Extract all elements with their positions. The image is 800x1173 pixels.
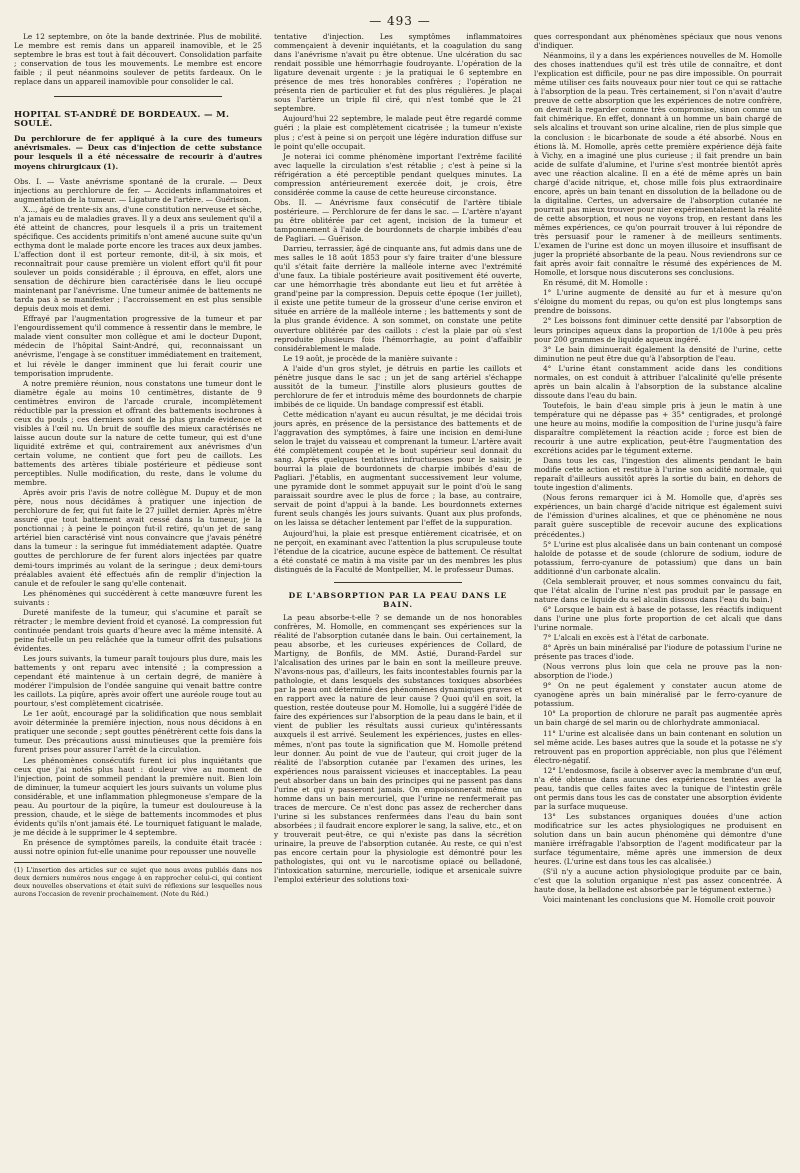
list-item: 5° L'urine est plus alcalisée dans un bain contenant un composé haloïde de potasse et de soude (chlorure de sodium, iodure de potassium, ferro-cyanure de potassium) que dans un bain additionné d'un carbonate alcalin. [534,539,782,576]
intro-paragraph: Le 12 septembre, on ôte la bande dextrinée. Plus de mobilité. Le membre est remis dans un appareil inamovible, et le 25 septembre le bras est tout à fait découvert. Consolidation parfaite ; conservation de tous les mouvements. Le membre est encore faible ; il peut néanmoins soulever de petits fardeaux. On le replace dans un appareil inamovible pour consolider le cal. [14,32,262,87]
body-paragraph: (Cela semblerait prouver, et nous sommes convaincu du fait, que l'état alcalin de l'urine n'est pas produit par le passage en nature dans ce liquide du sel alcalin dissous dans l'eau du bain.) [534,576,782,604]
body-paragraph: (Nous ferons remarquer ici à M. Homolle que, d'après ses expériences, un bain chargé d'acide nitrique est également suivi de l'émission d'urines alcalines, et que ce phénomène ne nous paraît guère susceptible de recevoir aucune des explications précédentes.) [534,493,782,539]
body-paragraph: Dureté manifeste de la tumeur, qui s'acumine et paraît se rétracter ; le membre devient froid et cyanosé. La compression fut continuée pendant trois quarts d'heure avec la même intensité. A peine fut-elle un peu relâchée que la tumeur offrit des pulsations évidentes. [14,607,262,653]
list-item: 10° La proportion de chlorure ne paraît pas augmentée après un bain chargé de sel marin ou de chlorhydrate ammoniacal. [534,709,782,728]
hospital-heading: HOPITAL ST-ANDRÉ DE BORDEAUX. — M. SOULÉ. [14,110,230,130]
body-paragraph: Le 1er août, encouragé par la solidification que nous semblait avoir déterminée la première injection, nous nous décidons à en pratiquer une seconde ; sept gouttes pénétrèrent cette fois dans la tumeur. Des précautions aussi minutieuses que la première fois furent prises pour assurer l'arrêt de la circulation. [14,709,263,755]
list-item: 1° L'urine augmente de densité au fur et à mesure qu'on s'éloigne du moment du repas, ou qu'on est plus longtemps sans prendre de boissons. [534,288,782,316]
footnote: (1) L'insertion des articles sur ce sujet que nous avons publiés dans nos deux derniers numéros nous engage à en rapprocher celui-ci, qui contient deux nouvelles observations et était suivi de réflexions sur lesquelles nous aurons l'occasion de revenir prochainement. (Note du Réd.) [14,862,262,898]
observation-1-title: Obs. I. — Vaste anévrisme spontané de la crurale. — Deux injections au perchlorure de fer. — Accidents inflammatoires et augmentation de la tumeur. — Ligature de l'artère. — Guérison. [14,176,262,204]
body-paragraph: Dans tous les cas, l'ingestion des aliments pendant le bain modifie cette action et restitue à l'urine son acidité normale, qui reparaît d'ailleurs aussitôt après la sortie du bain, en dehors de toute ingestion d'aliments. [534,456,782,493]
body-paragraph: (Nous verrons plus loin que cela ne prouve pas la non-absorption de l'iode.) [534,662,782,681]
body-paragraph: A notre première réunion, nous constatons une tumeur dont le diamètre égale au moins 10 centimètres, distante de 9 centimètres environ de l'arcade crurale, incomplètement réductible par la pression et offrant des battements isochrones à ceux du pouls ; ces derniers sont de la plus grande évidence et visibles à l'œil nu. Un bruit de souffle des mieux caractérisés ne laisse aucun doute sur la nature de cette tumeur, qui est d'une liquidité extrême et qui, contrairement aux anévrismes d'un certain volume, ne contient que fort peu de caillots. Les battements des artères tibiale postérieure et pédieuse sont perceptibles. Nulle modification, du reste, dans le volume du membre. [14,378,262,488]
body-paragraph: Les phénomènes consécutifs furent ici plus inquiétants que ceux que j'ai notés plus haut : douleur vive au moment de l'injection, point de sommeil pendant la première nuit. Bien loin de diminuer, la tumeur acquiert les jours suivants un volume plus considérable, et une inflammation phlegmoneuse s'empare de la peau. Au pourtour de la piqûre, la tumeur est douloureuse à la pression, chaude, et le siège de battements incommodes et plus évidents qu'ils n'ont jamais été. Le tourniquet fatiguant le malade, je me décide à le supprimer le 4 septembre. [14,755,262,837]
body-paragraph: Toutefois, le bain d'eau simple pris à jeun le matin à une température qui ne dépasse pas + 35° centigrades, et prolongé une heure au moins, modifie la composition de l'urine jusqu'à faire disparaître complètement la réaction acide ; force est bien de recourir à une autre explication, peut-être l'augmentation des excrétions acides par le tégument externe. [534,400,782,456]
body-paragraph: Les jours suivants, la tumeur paraît toujours plus dure, mais les battements y ont reparu avec intensité ; la compression a cependant été maintenue à un certain degré, de manière à modérer l'impulsion de l'ondée sanguine qui venait battre contre les caillots. La piqûre, après avoir offert une auréole rouge tout au pourtour, s'est complètement cicatrisée. [14,654,262,709]
list-item: 7° L'alcali en excès est à l'état de carbonate. [543,633,709,643]
body-paragraph: La peau absorbe-t-elle ? se demande un de nos honorables confrères, M. Homolle, en commençant ses expériences sur la réalité de l'absorption cutanée dans le bain. Oui certainement, la peau absorbe, et les curieuses expériences de Collard, de Martigny, de Bonfils, de MM. Astié, Durand-Fardel sur l'alcalisation des urines par le bain en sont la meilleure preuve. N'avons-nous pas, d'ailleurs, les faits incontestables fournis par la pathologie, et dans lesquels des substances toxiques absorbées par la peau ont déterminé des phénomènes dynamiques graves et en rapport avec la nature de leur cause ? Quoi qu'il en soit, la question, restée douteuse pour M. Homolle, lui a suggéré l'idée de faire des expériences sur l'absorption de la peau dans le bain, et il vient de publier les résultats aussi curieux qu'intéressants auxquels il est arrivé. Seulement les expériences, justes en elles-mêmes, n'ont pas toute la signification que M. Homolle prétend leur donner. Au point de vue de l'auteur, qui croit juger de la réalité de l'absorption cutanée par l'examen des urines, les expériences nous paraissent vicieuses et inacceptables. La peau peut absorber dans un bain des principes qui ne passent pas dans l'urine et qui y passeront jamais. On empoisonnerait même un homme dans un bain mercuriel, que l'urine ne renfermerait pas traces de mercure. Ce n'est donc pas assez de rechercher dans l'urine si les substances renfermées dans l'eau du bain sont absorbées ; il faudrait encore explorer le sang, la salive, etc., et on y trouverait peut-être, ce qui n'existe pas dans la sécrétion urinaire, la preuve de l'absorption cutanée. Au reste, ce qui n'est pas encore certain pour la physiologie est démontré pour les pathologistes, qui ont vu le narcotisme opiacé ou belladoné, l'intoxication saturnine, mercurielle, iodique et arsenicale suivre l'emploi extérieur des solutions toxi- [274,612,522,885]
list-item: 4° L'urine étant constamment acide dans les conditions normales, on est conduit à attribuer l'alcalinité qu'elle présente après un bain alcalin à l'absorption de la substance alcaline dissoute dans l'eau du bain. [534,363,782,400]
section-title: DE L'ABSORPTION PAR LA PEAU DANS LE BAIN. [288,590,508,609]
list-item: 9° On ne peut également y constater aucun atome de cyanogène après un bain minéralisé par le ferro-cyanure de potassium. [534,681,782,709]
body-paragraph: ques correspondant aux phénomènes spéciaux que nous venons d'indiquer. [534,32,782,51]
body-paragraph: tentative d'injection. Les symptômes inflammatoires commençaient à devenir inquiétants, et la coagulation du sang dans l'anévrisme n'avait pu être obtenue. Une ulcération du sac rendait possible une hémorrhagie foudroyante. L'opération de la ligature devenait urgente : je la pratiquai le 6 septembre en présence de mes très honorables confrères ; l'opération ne présenta rien de particulier et fut des plus régulières. Je plaçai sous l'artère un triple fil ciré, qui n'est tombé que le 21 septembre. [274,32,522,114]
page-number: — 493 — [369,14,431,28]
body-paragraph: En résumé, dit M. Homolle : [543,278,648,288]
list-item: 6° Lorsque le bain est à base de potasse, les réactifs indiquent dans l'urine une plus forte proportion de cet alcali que dans l'urine normale. [534,604,782,632]
body-paragraph: Darrieu, terrassier, âgé de cinquante ans, fut admis dans une de mes salles le 18 août 1853 pour s'y faire traiter d'une blessure qu'il s'était faite derrière la malléole interne avec l'extrémité d'une faux. La tibiale postérieure avait positivement été ouverte, car une hémorrhagie très abondante eut lieu et fut arrêtée à grand'peine par la compression. Depuis cette époque (1er juillet), il existe une petite tumeur de la grosseur d'une cerise environ et située en arrière de la malléole interne ; les battements y sont de la plus grande évidence. A son sommet, on constate une petite ouverture oblitérée par des caillots : c'est la plaie par où s'est reproduite plusieurs fois l'hémorrhagie, au point d'affaiblir considérablement le malade. [274,244,522,353]
list-item: 11° L'urine est alcalisée dans un bain contenant en solution un sel même acide. Les bases autres que la soude et la potasse ne s'y retrouvent pas en proportion appréciable, non plus que l'élément électro-négatif. [534,728,782,765]
list-item: 12° L'endosmose, facile à observer avec la membrane d'un œuf, n'a été obtenue dans aucune des expériences tentées avec la peau, tandis que celles faites avec la tunique de l'intestin grêle ont permis dans tous les cas de constater une absorption évidente par la surface muqueuse. [534,765,782,811]
body-paragraph: Voici maintenant les conclusions que M. Homolle croit pouvoir [543,895,776,905]
body-paragraph: Le 19 août, je procède de la manière suivante : [283,353,458,363]
body-paragraph: X..., âgé de trente-six ans, d'une constitution nerveuse et sèche, n'a jamais eu de maladies graves. Il y a deux ans seulement qu'il a été atteint de chancres, pour lesquels il a pris un traitement spécifique. Ces accidents primitifs n'ont amené aucune suite qu'un ecthyma dont le malade porte encore les traces aux deux jambes. L'affection dont il est porteur remonte, dit-il, à six mois, et reconnaîtrait pour cause première un violent effort qu'il fit pour soulever un poids considérable ; il éprouva, en effet, alors une sensation de déchirure bien caractérisée dans le lieu occupé maintenant par l'anévrisme. Une tumeur animée de battements ne tarda pas à se manifester ; l'accroissement en est plus sensible depuis deux mois et demi. [14,204,262,314]
separator [54,96,222,97]
list-item: 13° Les substances organiques douées d'une action modificatrice sur les actes physiologiques ne produisent en solution dans un bain aucun phénomène qui démontre d'une manière irréfragable l'absorption de l'agent modificateur par la surface tégumentaire, même après une immersion de deux heures. (L'urine est dans tous les cas alcalisée.) [534,811,782,867]
column-3 [534,32,782,905]
column-1 [14,32,262,905]
body-paragraph: En présence de symptômes pareils, la conduite était tracée : aussi notre opinion fut-elle unanime pour repousser une nouvelle [14,837,262,856]
article-subtitle: Du perchlorure de fer appliqué à la cure des tumeurs anévrismales. — Deux cas d'injection de cette substance pour lesquels il a été nécessaire de recourir à d'autres moyens chirurgicaux (1). [14,134,262,171]
body-paragraph: Aujourd'hui 22 septembre, le malade peut être regardé comme guéri ; la plaie est complètement cicatrisée ; la tumeur n'existe plus ; c'est à peine si on perçoit une légère induration diffuse sur le point qu'elle occupait. [274,114,522,151]
list-item: 8° Après un bain minéralisé par l'iodure de potassium l'urine ne présente pas traces d'iode. [534,643,782,662]
body-paragraph: Cette médication n'ayant eu aucun résultat, je me décidai trois jours après, en présence de la persistance des battements et de l'aggravation des symptômes, à faire une incision en demi-lune selon le trajet du vaisseau et comprenant la tumeur. L'artère avait été complètement coupée et le bout supérieur seul donnait du sang. Après quelques tentatives infructueuses pour le saisir, je bourrai la plaie de bourdonnets de charpie imbibés d'eau de Pagliari. J'établis, en augmentant successivement leur volume, une pyramide dont le sommet appuyait sur le point d'où le sang paraissait sourdre avec le plus de force ; la base, au contraire, servait de point d'appui à la bande. Les bourdonnets externes furent seuls changés les jours suivants. Quant aux plus profonds, on les laissa se détacher lentement par l'effet de la suppuration. [274,409,522,528]
body-paragraph: Après avoir pris l'avis de notre collègue M. Dupuy et de mon père, nous nous décidâmes à pratiquer une injection de perchlorure de fer, qui fut faite le 27 juillet dernier. Après m'être assuré que tout battement avait cessé dans la tumeur, je la ponctionnai ; à peine le poinçon fut-il retiré, qu'un jet de sang artériel bien caractérisé vint nous convaincre que j'avais pénétré dans la tumeur : la seringue fut immédiatement adaptée. Quatre gouttes de perchlorure de fer furent alors injectées par quatre demi-tours imprimés au volant de la seringue ; deux demi-tours préalables avaient été effectués afin de remplir d'injection la canule et de refouler le sang qu'elle contenait. [14,488,262,588]
list-item: 3° Le bain diminuerait également la densité de l'urine, cette diminution ne peut être due qu'à l'absorption de l'eau. [534,344,782,363]
separator [334,582,462,583]
body-paragraph: (S'il n'y a aucune action physiologique produite par ce bain, c'est que la solution organique n'est pas assez concentrée. A haute dose, la belladone est absorbée par le tégument externe.) [534,867,782,895]
body-paragraph: Je noterai ici comme phénomène important l'extrême facilité avec laquelle la circulation s'est rétablie ; c'est à peine si la réfrigération a été perceptible pendant quelques minutes. La compression antérieurement exercée doit, je crois, être considérée comme la cause de cette heureuse circonstance. [274,151,522,197]
body-paragraph: Aujourd'hui, la plaie est presque entièrement cicatrisée, et on ne perçoit, en examinant avec l'attention la plus scrupuleuse toute l'étendue de la cicatrice, aucune espèce de battement. Ce résultat a été constaté ce matin à ma visite par un des membres les plus distingués de la Faculté de Montpellier, M. le professeur Dumas. [274,528,522,574]
body-paragraph: Les phénomènes qui succédèrent à cette manœuvre furent les suivants : [14,588,262,607]
columns [14,32,786,905]
observation-2-title: Obs. II. — Anévrisme faux consécutif de l'artère tibiale postérieure. — Perchlorure de fer dans le sac. — L'artère n'ayant pu être oblitérée par cet agent, incision de la tumeur et tamponnement à l'aide de bourdonnets de charpie imbibés d'eau de Pagliari. — Guérison. [274,197,522,244]
body-paragraph: A l'aide d'un gros stylet, je détruis en partie les caillots et pénètre jusque dans le sac ; un jet de sang artériel s'échappe aussitôt de la tumeur. J'instille alors plusieurs gouttes de perchlorure de fer et introduis même des bourdonnets de charpie imbibés de ce liquide. Un bandage compressif est établi. [274,363,522,409]
body-paragraph: Effrayé par l'augmentation progressive de la tumeur et par l'engourdissement qu'il commence à ressentir dans le membre, le malade vient consulter mon collègue et ami le docteur Dupont, médecin de l'hôpital Saint-André, qui, reconnaissant un anévrisme, l'engage à se constituer immédiatement en traitement, et lui révèle le danger imminent que lui ferait courir une temporisation imprudente. [14,314,262,378]
column-2 [274,32,522,905]
body-paragraph: Néanmoins, il y a dans les expériences nouvelles de M. Homolle des choses inattendues qu'il est très utile de connaître, et dont l'explication est difficile, pour ne pas dire impossible. On pourrait même utiliser ces faits nouveaux pour nier tout ce qui se rattache à l'absorption de la peau. Très certainement, si l'on n'avait d'autre preuve de cette absorption que les expériences de notre confrère, on devrait la regarder comme très compromise, sinon comme un fait chimérique. En effet, donnant à un homme un bain chargé de sels alcalins et trouvant son urine alcaline, rien de plus simple que la conclusion : le bicarbonate de soude a été absorbé. Nous en étions là. M. Homolle, après cette première expérience déjà faite à Vichy, en a imaginé une plus curieuse ; il fait prendre un bain acide de sulfate d'alumine, et l'urine s'est montrée bientôt après avec une réaction alcaline. Il en a été de même après un bain chargé d'acide nitrique, et, chose mille fois plus extraordinaire encore, après un bain tenant en dissolution de la belladone ou de la digitaline. Certes, un adversaire de l'absorption cutanée ne pourrait pas mieux trouver pour nier expérimentalement la réalité de cette absorption, et nous ne voyons trop, en restant dans les mêmes expériences, ce qu'on pourrait trouver à lui répondre de très persuasif pour le ramener à de meilleurs sentiments. L'examen de l'urine est donc un moyen illusoire et insuffisant de juger la propriété absorbante de la peau. Nous reviendrons sur ce fait après avoir fait connaître le résumé des expériences de M. Homolle, et lorsque nous discuterons ses conclusions. [534,51,782,278]
list-item: 2° Les boissons font diminuer cette densité par l'absorption de leurs principes aqueux dans la proportion de 1/100e à peu près pour 200 grammes de liquide aqueux ingéré. [534,316,782,344]
